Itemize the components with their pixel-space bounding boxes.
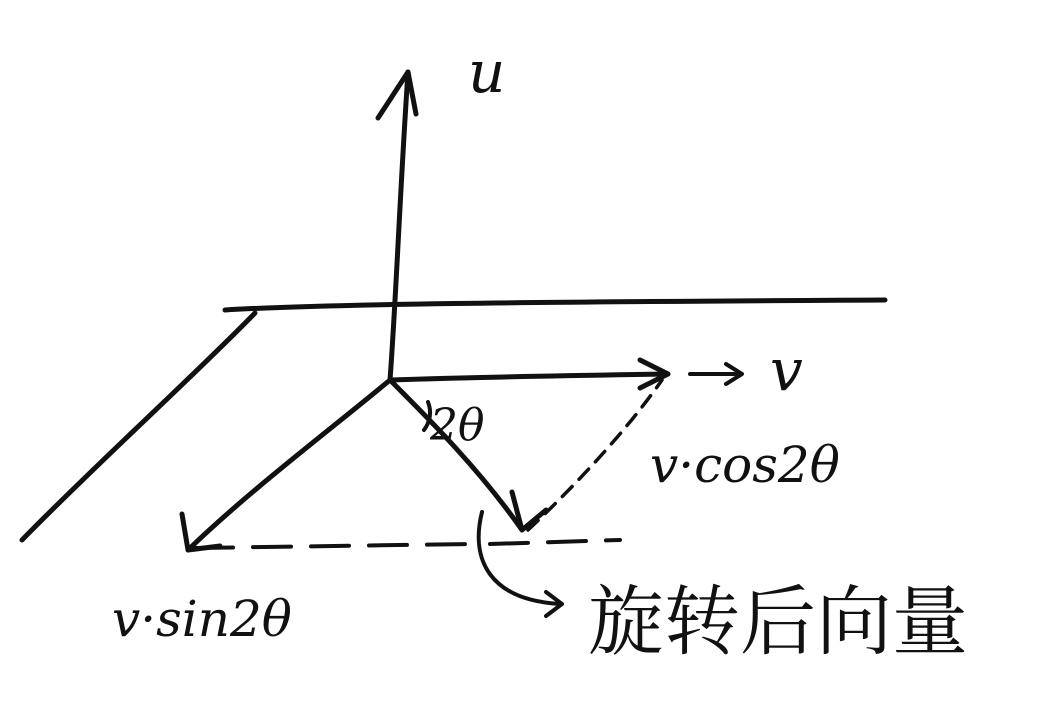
plane-left-edge (22, 313, 255, 540)
dashed-horizontal-projection (195, 540, 620, 548)
u-label: u (468, 38, 506, 106)
plane-top-edge (225, 300, 885, 310)
w-component-line (188, 380, 390, 550)
v-axis-tail-arrow (690, 364, 742, 384)
u-axis-arrowhead (378, 72, 416, 118)
v-label: v (770, 336, 803, 404)
v-sin-label: v·sin2θ (112, 590, 292, 648)
v-axis-line (390, 374, 668, 380)
u-axis-line (390, 72, 408, 380)
angle-label: 2θ (430, 400, 485, 451)
w-component-arrowhead (182, 514, 220, 550)
rotated-vector-label: 旋转后向量 (588, 577, 968, 666)
v-cos-label: v·cos2θ (650, 436, 840, 494)
dashed-diagonal-projection (528, 380, 662, 530)
